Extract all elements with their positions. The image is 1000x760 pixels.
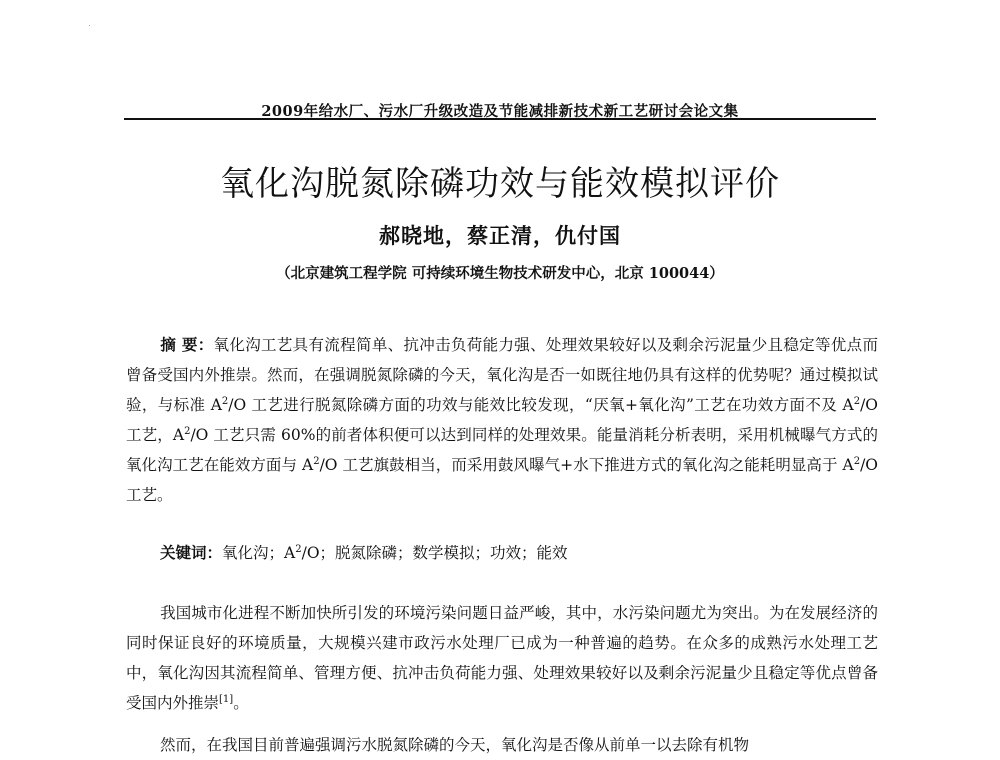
abstract-text-4: /O 工艺只需 60%的前者体积便可以达到同样的处理效果。能量消耗分析表明，采用机械曝气方式的氧化沟工艺在能效方面与 A (126, 426, 878, 474)
keywords-text-1: 氧化沟；A (222, 544, 296, 562)
body-paragraph-2 (126, 730, 878, 760)
affiliation: （北京建筑工程学院 可持续环境生物技术研发中心，北京 100044） (276, 265, 724, 282)
abstract (126, 330, 878, 510)
abstract-text-6: /O 工艺。 (126, 456, 878, 504)
body-paragraph-1 (126, 598, 878, 718)
abstract-sup-3: 2 (184, 425, 191, 437)
p1-end: 。 (233, 694, 249, 712)
p2-text: 然而，在我国目前普遍强调污水脱氮除磷的今天，氧化沟是否像从前单一以去除有机物 (160, 736, 750, 754)
abstract-text-3: /O 工艺，A (126, 396, 878, 444)
abstract-text-2: /O 工艺进行脱氮除磷方面的功效与能效比较发现，“厌氧+氧化沟”工艺在功效方面不及 A (228, 396, 854, 414)
keywords-sup: 2 (295, 543, 302, 555)
keywords (126, 538, 878, 568)
p1-text: 我国城市化进程不断加快所引发的环境污染问题日益严峻，其中，水污染问题尤为突出。为在发展经济的同时保证良好的环境质量，大规模兴建市政污水处理厂已成为一种普遍的趋势。在众多的成熟污水处理工艺中，氧化沟因其流程简单、管理方便、抗冲击负荷能力强、处理效果较好以及剩余污泥量少且稳定等优点曾备受国内外推崇 (126, 604, 878, 712)
abstract-sup-4: 2 (313, 455, 320, 467)
authors: 郝晓地，蔡正清，仇付国 (379, 223, 621, 248)
keywords-label: 关键词： (160, 543, 223, 562)
citation-ref: [1] (219, 693, 234, 705)
abstract-text-5: /O 工艺旗鼓相当，而采用鼓风曝气+水下推进方式的氧化沟之能耗明显高于 A (319, 456, 854, 474)
keywords-text-2: /O；脱氮除磷；数学模拟；功效；能效 (301, 544, 568, 562)
abstract-sup-5: 2 (853, 455, 861, 467)
abstract-text-1: 氧化沟工艺具有流程简单、抗冲击负荷能力强、处理效果较好以及剩余污泥量少且稳定等优点而曾备受国内外推崇。然而，在强调脱氮除磷的今天，氧化沟是否一如既往地仍具有这样的优势呢？通过模拟试验，与标准 A (126, 336, 878, 414)
abstract-label: 摘 要： (160, 335, 214, 354)
paper-title: 氧化沟脱氮除磷功效与能效模拟评价 (220, 164, 780, 204)
abstract-sup-1: 2 (221, 395, 229, 407)
running-header: 2009年给水厂、污水厂升级改造及节能减排新技术新工艺研讨会论文集 (261, 103, 739, 120)
corner-mark: · (88, 20, 91, 30)
header-rule (124, 118, 876, 120)
abstract-sup-2: 2 (853, 395, 861, 407)
